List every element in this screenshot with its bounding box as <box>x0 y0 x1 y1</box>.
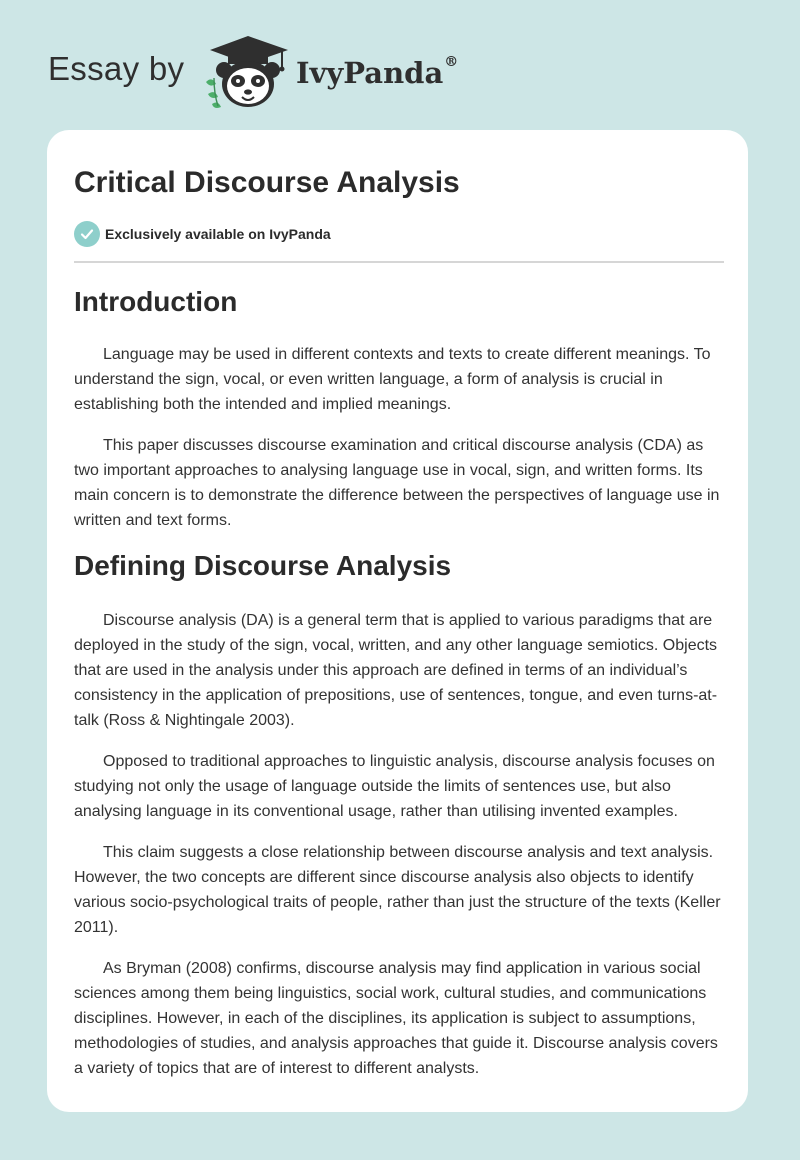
paragraph: Opposed to traditional approaches to linguistic analysis, discourse analysis focuses on studying not only the usage of language outside the limits of sentences use, but also analysing language in its conventional usage, rather than utilising invented examples. <box>74 753 715 820</box>
ivypanda-brand[interactable] <box>296 56 458 90</box>
section-defining-discourse-analysis <box>74 549 726 1081</box>
essay-body <box>74 285 726 1097</box>
brand-name-text: IvyPanda <box>296 56 444 90</box>
badge-text: Exclusively available on IvyPanda <box>105 226 331 242</box>
ivypanda-logo-icon[interactable] <box>200 34 298 110</box>
paragraph: This claim suggests a close relationship between discourse analysis and text analysis. However, the two concepts are different since discourse analysis also objects to identify various socio-psychological traits of people, rather than just the structure of the texts (Keller 2011). <box>74 844 721 936</box>
exclusive-badge <box>74 221 331 247</box>
essay-by-label: Essay by <box>48 50 185 87</box>
essay-card <box>47 130 748 1112</box>
paragraph: This paper discusses discourse examination and critical discourse analysis (CDA) as two important approaches to analysing language use in vocal, sign, and written forms. Its main concern is to demonstrate the difference between the perspectives of language use in written and text forms. <box>74 437 720 529</box>
site-header <box>0 0 800 130</box>
section-heading: Introduction <box>74 286 238 317</box>
registered-mark: ® <box>444 54 459 71</box>
paragraph: Language may be used in different contexts and texts to create different meanings. To understand the sign, vocal, or even written language, a form of analysis is crucial in establishing both the intended and implied meanings. <box>74 346 711 413</box>
section-introduction <box>74 285 726 533</box>
paragraph: Discourse analysis (DA) is a general term that is applied to various paradigms that are deployed in the study of the sign, vocal, written, and any other language semiotics. Objects that are used in the analysis under this approach are defined in terms of an individual’s consistency in the application of prepositions, use of sentences, tongue, and even turns-at-talk (Ross & Nightingale 2003). <box>74 612 718 729</box>
check-icon <box>74 221 100 247</box>
essay-title: Critical Discourse Analysis <box>74 166 460 199</box>
paragraph: As Bryman (2008) confirms, discourse analysis may find application in various social sciences among them being linguistics, social work, cultural studies, and communications disciplines. However, in each of the disciplines, its application is subject to assumptions, methodologies of studies, and analysis approaches that guide it. Discourse analysis covers a variety of topics that are of interest to different analysts. <box>74 960 718 1077</box>
title-divider <box>74 261 724 263</box>
section-heading: Defining Discourse Analysis <box>74 550 452 581</box>
